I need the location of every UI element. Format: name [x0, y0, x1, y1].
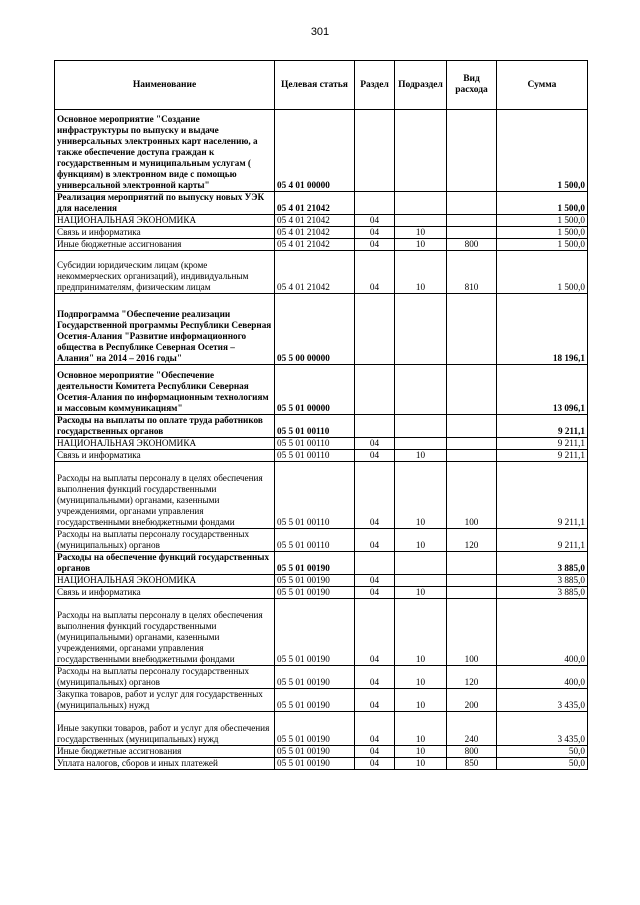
- row-amount: 1 500,0: [497, 215, 588, 227]
- row-article: 05 5 01 00190: [275, 746, 355, 758]
- row-article: 05 4 01 21042: [275, 251, 355, 294]
- row-subsection: 10: [395, 712, 447, 746]
- row-amount: 13 096,1: [497, 365, 588, 415]
- row-name: НАЦИОНАЛЬНАЯ ЭКОНОМИКА: [55, 215, 275, 227]
- row-article: 05 4 01 21042: [275, 227, 355, 239]
- row-subsection: [395, 110, 447, 192]
- header-amount: Сумма: [497, 61, 588, 110]
- row-amount: 3 435,0: [497, 712, 588, 746]
- row-amount: 1 500,0: [497, 251, 588, 294]
- row-section: 04: [355, 251, 395, 294]
- row-article: 05 5 01 00190: [275, 575, 355, 587]
- row-name: Связь и информатика: [55, 587, 275, 599]
- row-article: 05 5 01 00110: [275, 415, 355, 438]
- table-row: [55, 438, 588, 450]
- row-article: 05 5 01 00000: [275, 365, 355, 415]
- row-subsection: [395, 438, 447, 450]
- row-expense-type: [447, 110, 497, 192]
- row-name: Расходы на выплаты по оплате труда работников государственных органов: [55, 415, 275, 438]
- row-expense-type: 800: [447, 239, 497, 251]
- row-section: 04: [355, 746, 395, 758]
- table-row: [55, 712, 588, 746]
- row-subsection: [395, 215, 447, 227]
- row-section: 04: [355, 462, 395, 529]
- row-expense-type: 200: [447, 689, 497, 712]
- row-expense-type: [447, 587, 497, 599]
- row-section: 04: [355, 666, 395, 689]
- row-expense-type: [447, 365, 497, 415]
- row-section: 04: [355, 689, 395, 712]
- row-section: 04: [355, 239, 395, 251]
- row-subsection: [395, 192, 447, 215]
- row-section: 04: [355, 575, 395, 587]
- row-article: 05 5 01 00110: [275, 450, 355, 462]
- row-subsection: 10: [395, 746, 447, 758]
- table-row: [55, 450, 588, 462]
- row-article: 05 5 01 00190: [275, 552, 355, 575]
- row-expense-type: 240: [447, 712, 497, 746]
- row-amount: 3 435,0: [497, 689, 588, 712]
- row-expense-type: [447, 192, 497, 215]
- row-article: 05 5 01 00190: [275, 712, 355, 746]
- table-row: [55, 365, 588, 415]
- row-subsection: 10: [395, 450, 447, 462]
- row-section: [355, 192, 395, 215]
- row-article: 05 4 01 21042: [275, 239, 355, 251]
- row-expense-type: [447, 294, 497, 365]
- row-name: Иные бюджетные ассигнования: [55, 746, 275, 758]
- row-section: [355, 110, 395, 192]
- row-section: 04: [355, 227, 395, 239]
- table-row: [55, 575, 588, 587]
- row-name: Расходы на выплаты персоналу государственных (муниципальных) органов: [55, 666, 275, 689]
- row-article: 05 4 01 21042: [275, 215, 355, 227]
- table-row: [55, 746, 588, 758]
- row-subsection: [395, 294, 447, 365]
- table-row: [55, 294, 588, 365]
- table-row: [55, 599, 588, 666]
- row-expense-type: [447, 450, 497, 462]
- row-name: Закупка товаров, работ и услуг для государственных (муниципальных) нужд: [55, 689, 275, 712]
- row-name: Иные закупки товаров, работ и услуг для обеспечения государственных (муниципальных) нужд: [55, 712, 275, 746]
- row-amount: 1 500,0: [497, 192, 588, 215]
- row-name: Реализация мероприятий по выпуску новых УЭК для населения: [55, 192, 275, 215]
- header-name: Наименование: [55, 61, 275, 110]
- row-expense-type: 100: [447, 462, 497, 529]
- row-section: [355, 365, 395, 415]
- row-name: Связь и информатика: [55, 450, 275, 462]
- row-amount: 1 500,0: [497, 227, 588, 239]
- row-amount: 9 211,1: [497, 415, 588, 438]
- row-section: 04: [355, 215, 395, 227]
- table-row: [55, 758, 588, 770]
- row-name: НАЦИОНАЛЬНАЯ ЭКОНОМИКА: [55, 438, 275, 450]
- row-article: 05 4 01 00000: [275, 110, 355, 192]
- table-row: [55, 251, 588, 294]
- row-name: НАЦИОНАЛЬНАЯ ЭКОНОМИКА: [55, 575, 275, 587]
- row-expense-type: 120: [447, 529, 497, 552]
- table-row: [55, 552, 588, 575]
- row-amount: 50,0: [497, 758, 588, 770]
- row-subsection: 10: [395, 666, 447, 689]
- row-article: 05 5 01 00110: [275, 462, 355, 529]
- row-name: Субсидии юридическим лицам (кроме некоммерческих организаций), индивидуальным предпринимателям, физическим лицам: [55, 251, 275, 294]
- row-section: 04: [355, 712, 395, 746]
- row-amount: 9 211,1: [497, 529, 588, 552]
- header-section: Раздел: [355, 61, 395, 110]
- row-section: 04: [355, 529, 395, 552]
- row-section: 04: [355, 450, 395, 462]
- row-expense-type: [447, 552, 497, 575]
- row-expense-type: [447, 215, 497, 227]
- row-section: [355, 294, 395, 365]
- table-row: [55, 666, 588, 689]
- row-subsection: 10: [395, 529, 447, 552]
- row-name: Расходы на выплаты персоналу в целях обеспечения выполнения функций государственными (муниципальными) органами, казенными учреждениями, органами управления государственными внебюджетными фондами: [55, 462, 275, 529]
- row-name: Связь и информатика: [55, 227, 275, 239]
- row-expense-type: [447, 415, 497, 438]
- table-row: [55, 110, 588, 192]
- row-article: 05 5 00 00000: [275, 294, 355, 365]
- header-expense-type: Вид расхода: [447, 61, 497, 110]
- row-section: 04: [355, 587, 395, 599]
- row-article: 05 4 01 21042: [275, 192, 355, 215]
- row-amount: 400,0: [497, 599, 588, 666]
- row-name: Подпрограмма "Обеспечение реализации Государственной программы Республики Северная Осетия-Алания "Развитие информационного общества в Республике Северная Осетия – Алания" на 2014 – 2016 годы": [55, 294, 275, 365]
- row-amount: 50,0: [497, 746, 588, 758]
- row-name: Расходы на выплаты персоналу государственных (муниципальных) органов: [55, 529, 275, 552]
- row-article: 05 5 01 00190: [275, 758, 355, 770]
- table-row: [55, 239, 588, 251]
- table-row: [55, 689, 588, 712]
- row-amount: 9 211,1: [497, 450, 588, 462]
- table-row: [55, 215, 588, 227]
- row-article: 05 5 01 00110: [275, 438, 355, 450]
- row-section: 04: [355, 758, 395, 770]
- row-article: 05 5 01 00190: [275, 599, 355, 666]
- row-section: [355, 415, 395, 438]
- budget-table: [54, 60, 588, 770]
- row-subsection: [395, 365, 447, 415]
- row-expense-type: 850: [447, 758, 497, 770]
- row-expense-type: 120: [447, 666, 497, 689]
- row-name: Уплата налогов, сборов и иных платежей: [55, 758, 275, 770]
- row-amount: 3 885,0: [497, 575, 588, 587]
- row-subsection: 10: [395, 227, 447, 239]
- row-expense-type: 100: [447, 599, 497, 666]
- row-amount: 1 500,0: [497, 110, 588, 192]
- row-expense-type: [447, 227, 497, 239]
- header-article: Целевая статья: [275, 61, 355, 110]
- row-amount: 18 196,1: [497, 294, 588, 365]
- row-section: 04: [355, 599, 395, 666]
- row-expense-type: 800: [447, 746, 497, 758]
- table-body: [55, 110, 588, 770]
- row-amount: 3 885,0: [497, 552, 588, 575]
- row-section: [355, 552, 395, 575]
- table-row: [55, 529, 588, 552]
- row-subsection: 10: [395, 689, 447, 712]
- row-subsection: 10: [395, 599, 447, 666]
- row-amount: 400,0: [497, 666, 588, 689]
- row-amount: 9 211,1: [497, 438, 588, 450]
- row-article: 05 5 01 00190: [275, 666, 355, 689]
- table-row: [55, 587, 588, 599]
- row-name: Основное мероприятие "Создание инфраструктуры по выпуску и выдаче универсальных электронных карт населению, а также обеспечение доступа граждан к государственным и муниципальным услугам ( функциям) в электронном виде с помощью универсальной электронной карты": [55, 110, 275, 192]
- row-expense-type: 810: [447, 251, 497, 294]
- row-subsection: [395, 415, 447, 438]
- table-row: [55, 192, 588, 215]
- row-subsection: 10: [395, 251, 447, 294]
- row-subsection: 10: [395, 587, 447, 599]
- row-amount: 9 211,1: [497, 462, 588, 529]
- row-name: Основное мероприятие "Обеспечение деятельности Комитета Республики Северная Осетия-Алания по информационным технологиям и массовым коммуникациям": [55, 365, 275, 415]
- table-header-row: [55, 61, 588, 110]
- row-name: Расходы на обеспечение функций государственных органов: [55, 552, 275, 575]
- row-section: 04: [355, 438, 395, 450]
- row-expense-type: [447, 438, 497, 450]
- row-article: 05 5 01 00190: [275, 587, 355, 599]
- row-article: 05 5 01 00110: [275, 529, 355, 552]
- header-subsection: Подраздел: [395, 61, 447, 110]
- row-name: Иные бюджетные ассигнования: [55, 239, 275, 251]
- row-expense-type: [447, 575, 497, 587]
- row-name: Расходы на выплаты персоналу в целях обеспечения выполнения функций государственными (муниципальными) органами, казенными учреждениями, органами управления государственными внебюджетными фондами: [55, 599, 275, 666]
- table-row: [55, 415, 588, 438]
- table-row: [55, 462, 588, 529]
- row-article: 05 5 01 00190: [275, 689, 355, 712]
- row-subsection: 10: [395, 462, 447, 529]
- row-subsection: [395, 552, 447, 575]
- row-amount: 1 500,0: [497, 239, 588, 251]
- row-subsection: 10: [395, 758, 447, 770]
- table-row: [55, 227, 588, 239]
- row-subsection: [395, 575, 447, 587]
- row-subsection: 10: [395, 239, 447, 251]
- row-amount: 3 885,0: [497, 587, 588, 599]
- page-number: 301: [310, 26, 330, 38]
